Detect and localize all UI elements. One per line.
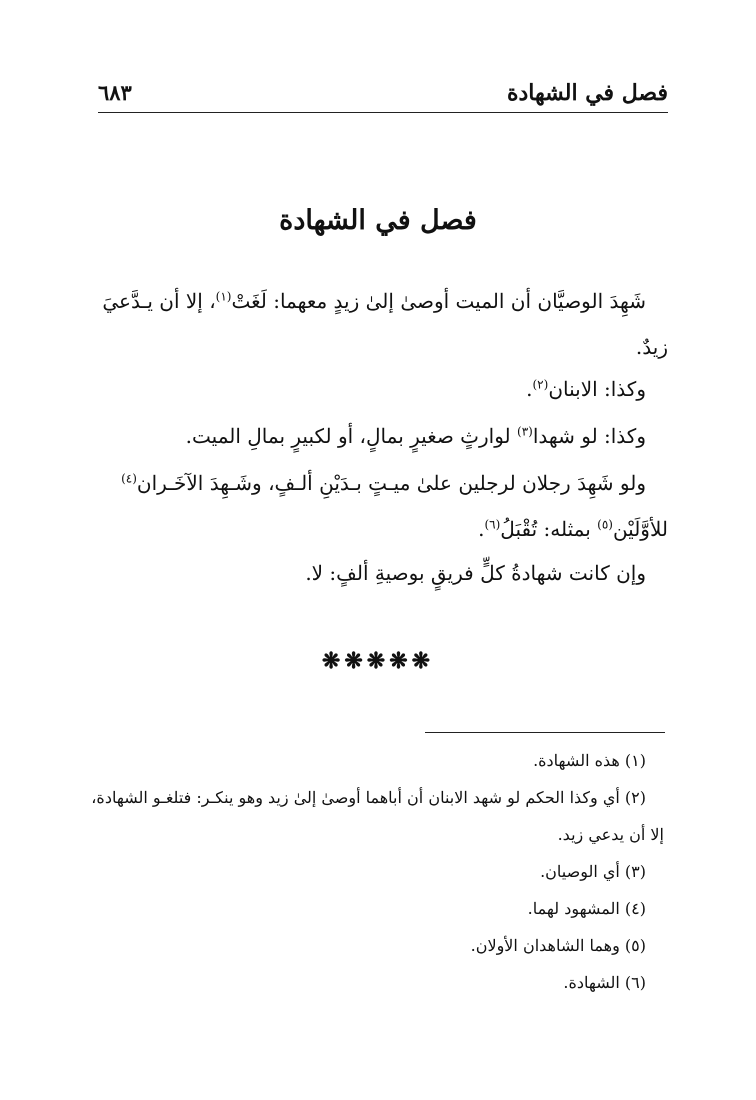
footnote-marker: (٥) — [597, 517, 613, 532]
paragraph-text: وإن كانت شهادةُ كلٍّ فريقٍ بوصيةِ ألفٍ: لا. — [305, 561, 646, 585]
paragraph-3 — [88, 413, 668, 459]
paragraph-4 — [88, 460, 668, 552]
footnote-marker: (١) — [215, 289, 232, 304]
paragraph-text: وكذا: الابنان — [548, 377, 646, 401]
footnote-1: (١) هذه الشهادة. — [533, 751, 646, 770]
footnote-5: (٥) وهما الشاهدان الأولان. — [470, 936, 646, 955]
running-title: فصل في الشهادة — [506, 80, 668, 106]
paragraph-text: . — [526, 377, 533, 401]
paragraph-2 — [88, 366, 668, 412]
paragraph-text: ، إلا أن يـدَّعيَ زيدٌ. — [102, 289, 668, 359]
paragraph-text: ولو شَهِدَ رجلان لرجلين علىٰ ميـتٍ بـدَيْنِ ألـفٍ، وشَـهِدَ الآخَـران — [136, 471, 646, 495]
paragraph-text: للأوَّلَيْن — [612, 517, 668, 541]
paragraph-text: بمثله: تُقْبَلُ — [500, 517, 598, 541]
footnote-3: (٣) أي الوصيان. — [540, 862, 646, 881]
paragraph-text: . — [478, 517, 485, 541]
section-title: فصل في الشهادة — [279, 205, 477, 236]
footnote-4: (٤) المشهود لهما. — [527, 899, 646, 918]
footnote-divider — [425, 732, 665, 733]
footnote-marker: (٤) — [121, 471, 137, 486]
section-separator: ❋❋❋❋❋ — [321, 648, 435, 674]
paragraph-text: لوارثٍ صغيرٍ بمالٍ، أو لكبيرٍ بمالِ الميت. — [185, 424, 518, 448]
paragraph-1 — [88, 278, 668, 370]
paragraph-5 — [88, 550, 668, 596]
paragraph-text: شَهِدَ الوصيَّان أن الميت أوصىٰ إلىٰ زيدٍ معهما: لَغَتْ — [231, 289, 646, 313]
footnote-marker: (٦) — [484, 517, 501, 532]
footnote-2: (٢) أي وكذا الحكم لو شهد الابنان أن أباهما أوصىٰ إلىٰ زيد وهو ينكـر: فتلغـو الشهادة، إلا أن يدعي زيد. — [91, 788, 664, 844]
page-header — [98, 78, 668, 113]
footnote-marker: (٣) — [517, 424, 533, 439]
paragraph-text: وكذا: لو شهدا — [532, 424, 646, 448]
footnote-6: (٦) الشهادة. — [563, 973, 646, 992]
footnote-marker: (٢) — [532, 377, 549, 392]
page-number: ٦٨٣ — [98, 80, 132, 105]
footnotes — [89, 742, 664, 1001]
